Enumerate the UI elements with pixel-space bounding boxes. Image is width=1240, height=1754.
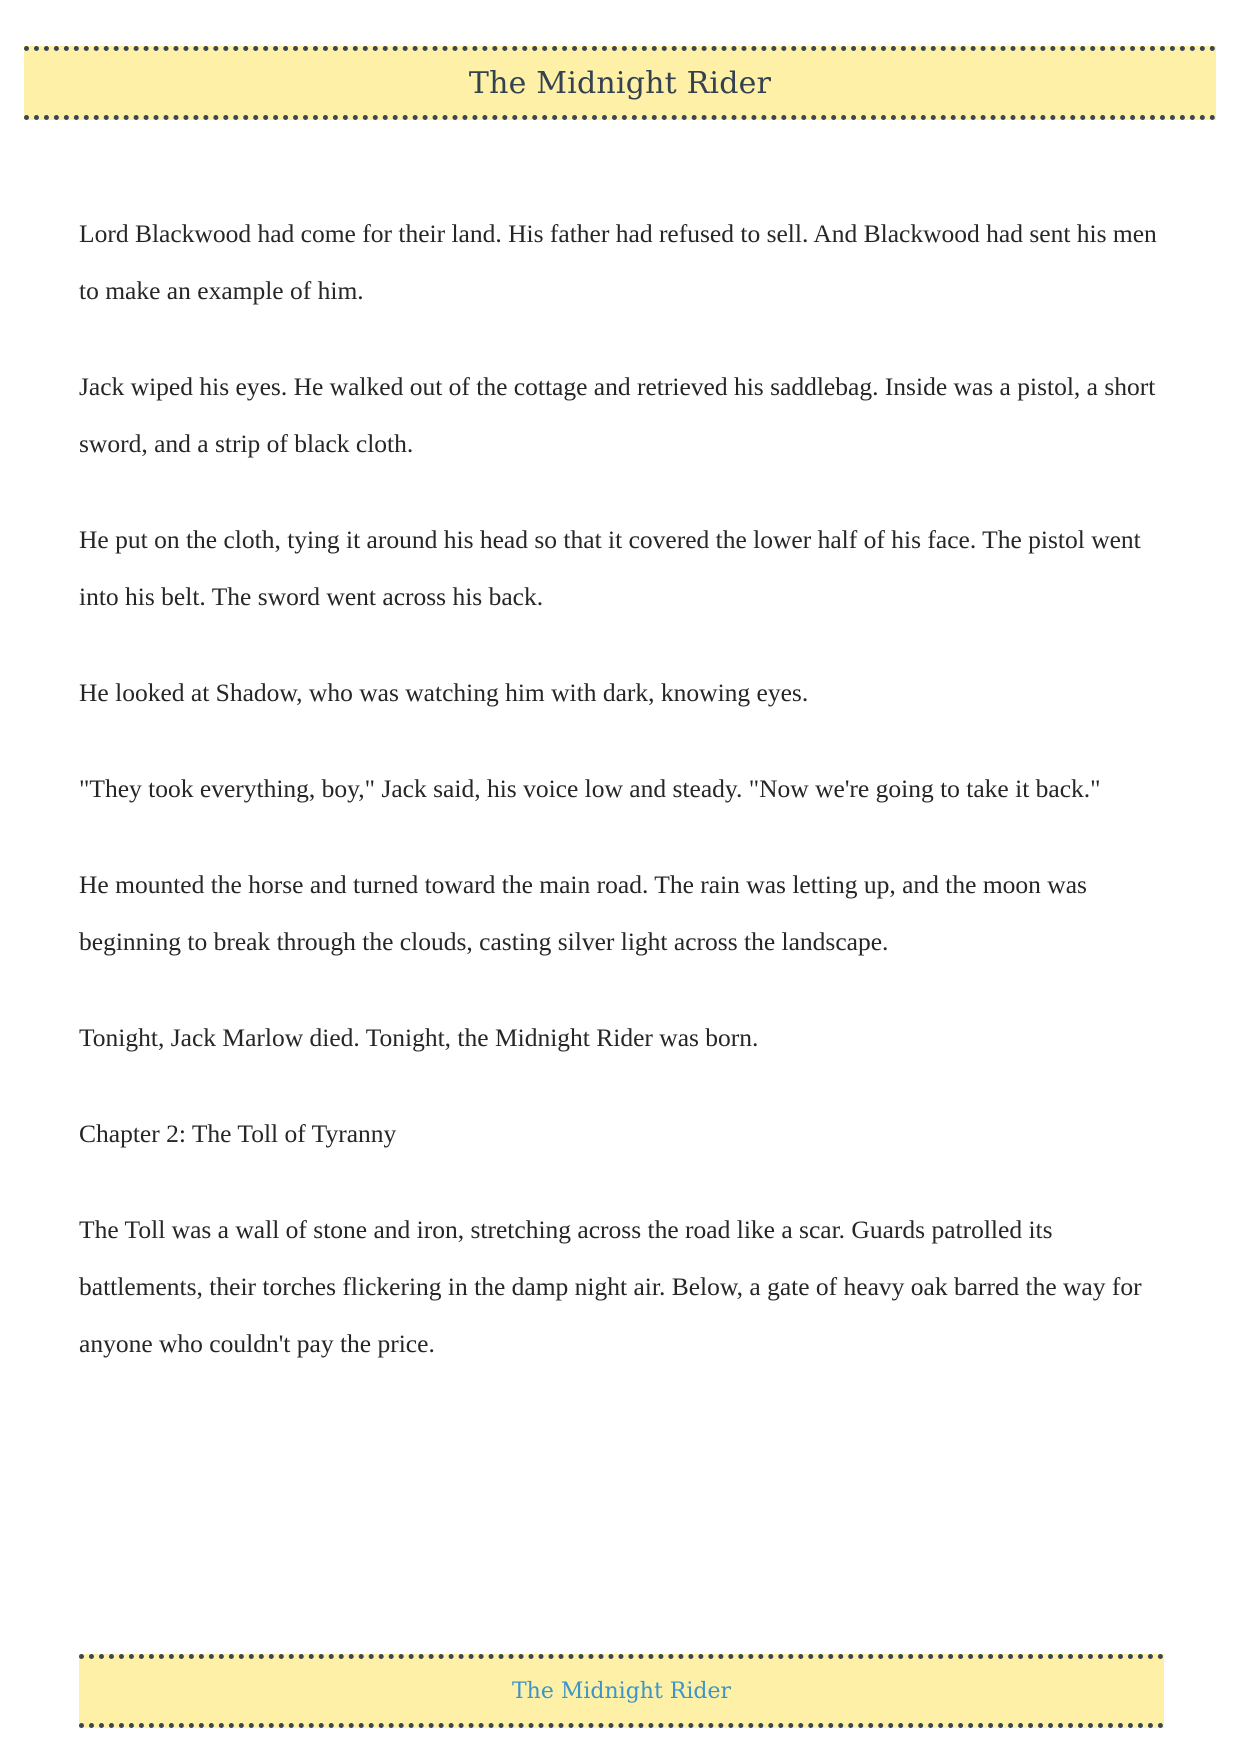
document-body [79, 205, 1164, 1411]
paragraph: Jack wiped his eyes. He walked out of the cottage and retrieved his saddlebag. Inside was a pistol, a short sword, and a strip of black cloth. [79, 372, 1156, 458]
paragraph: He put on the cloth, tying it around his head so that it covered the lower half of his face. The pistol went into his belt. The sword went across his back. [79, 525, 1141, 611]
paragraph: Lord Blackwood had come for their land. His father had refused to sell. And Blackwood had sent his men to make an example of him. [79, 219, 1157, 305]
page-footer [79, 1654, 1164, 1728]
paragraph: He looked at Shadow, who was watching him with dark, knowing eyes. [79, 678, 809, 707]
chapter-heading: Chapter 2: The Toll of Tyranny [79, 1119, 397, 1148]
paragraph: Tonight, Jack Marlow died. Tonight, the Midnight Rider was born. [79, 1023, 759, 1052]
page-header [24, 46, 1216, 120]
paragraph: He mounted the horse and turned toward the main road. The rain was letting up, and the moon was beginning to break through the clouds, casting silver light across the landscape. [79, 870, 1087, 956]
paragraph: "They took everything, boy," Jack said, his voice low and steady. "Now we're going to take it back." [79, 774, 1101, 803]
paragraph: The Toll was a wall of stone and iron, stretching across the road like a scar. Guards patrolled its battlements, their torches flickering in the damp night air. Below, a gate of heavy oak barred the way for anyone who couldn't pay the price. [79, 1215, 1142, 1358]
header-title: The Midnight Rider [468, 65, 772, 101]
footer-title: The Midnight Rider [511, 1678, 731, 1704]
